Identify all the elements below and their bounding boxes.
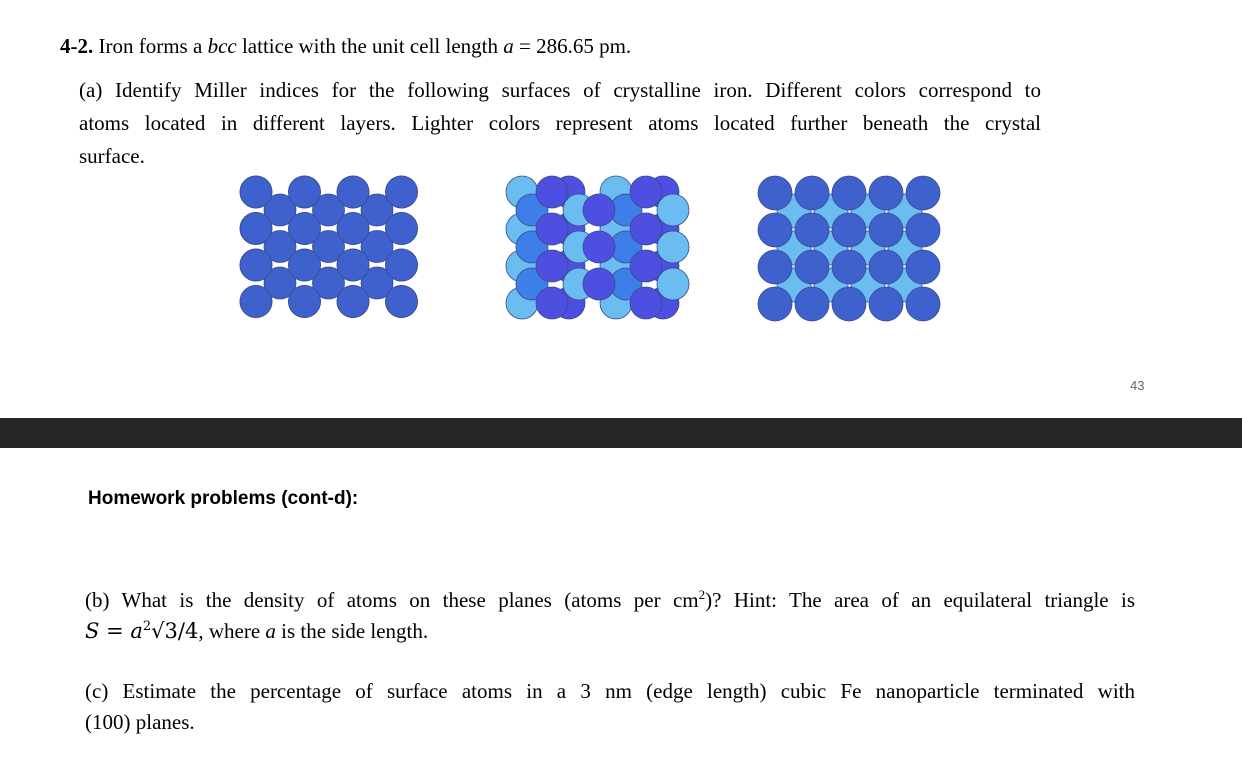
- lattice-atom: [337, 249, 369, 281]
- part-b-text: [85, 585, 1135, 647]
- lattice-atom: [240, 176, 272, 208]
- side-length-var: a: [265, 619, 276, 643]
- lattice-atom: [630, 213, 662, 245]
- part-b-text-b: )? Hint: The area of an equilateral triangle is: [705, 588, 1135, 612]
- lattice-atom: [337, 176, 369, 208]
- lattice-atom: [583, 268, 615, 300]
- lattice-atom: [906, 250, 940, 284]
- problem-statement: [60, 32, 631, 60]
- lattice-atom: [795, 213, 829, 247]
- lattice-atom: [337, 213, 369, 245]
- lattice-atom: [536, 287, 568, 319]
- lattice-atom: [630, 250, 662, 282]
- area-formula: $S = a^2√3/4$: [85, 619, 199, 643]
- lattice-atom: [758, 213, 792, 247]
- lattice-atom: [869, 213, 903, 247]
- lattice-atom: [832, 287, 866, 321]
- lattice-atom: [386, 213, 418, 245]
- part-b-line-2: [85, 616, 1135, 647]
- part-c-line-2: (100) planes.: [85, 710, 195, 734]
- lattice-atom: [657, 194, 689, 226]
- page-lower: [0, 448, 1242, 758]
- lattice-atom: [583, 194, 615, 226]
- part-a-text: [79, 74, 1041, 173]
- lattice-atom: [869, 176, 903, 210]
- lattice-atom: [906, 213, 940, 247]
- lattice-atom: [630, 287, 662, 319]
- lattice-atom: [289, 286, 321, 318]
- lattice-atom: [657, 268, 689, 300]
- formula-rest: √3/4: [151, 619, 199, 643]
- formula-S: S: [85, 619, 100, 643]
- part-a-line-2: atoms located in different layers. Lighter colors represent atoms located further beneath the crystal: [79, 111, 1041, 135]
- part-a-line-3: surface.: [79, 144, 145, 168]
- lattice-atom: [758, 176, 792, 210]
- lattice-surface-2: [502, 172, 688, 324]
- part-b-text-a: (b) What is the density of atoms on these planes (atoms per cm: [85, 588, 699, 612]
- lattice-atom: [536, 213, 568, 245]
- lattice-atom: [289, 176, 321, 208]
- lattice-atom: [758, 250, 792, 284]
- lattice-atom: [337, 286, 369, 318]
- lattice-atom: [832, 250, 866, 284]
- lattice-atom: [240, 213, 272, 245]
- lattice-atom: [240, 286, 272, 318]
- part-b-line-1: [85, 585, 1135, 616]
- lattice-atom: [536, 176, 568, 208]
- lattice-surface-3: [756, 174, 942, 322]
- superscript-2: 2: [698, 587, 706, 602]
- problem-text: Iron forms a: [98, 34, 208, 58]
- lattice-atom: [583, 231, 615, 263]
- lattice-atom: [906, 176, 940, 210]
- part-b-text-d: is the side length.: [275, 619, 429, 643]
- part-c-text: [85, 676, 1135, 738]
- unit-cell-value: = 286.65 pm.: [513, 34, 632, 58]
- lattice-atom: [795, 176, 829, 210]
- lattice-surface-1: [236, 172, 432, 324]
- page-number: 43: [1130, 378, 1145, 393]
- problem-text-middle: lattice with the unit cell length: [236, 34, 504, 58]
- lattice-atom: [758, 287, 792, 321]
- lattice-atom: [832, 213, 866, 247]
- lattice-atom: [386, 249, 418, 281]
- lattice-atom: [869, 250, 903, 284]
- lattice-atom: [240, 249, 272, 281]
- page-divider: [0, 418, 1242, 448]
- problem-number: 4-2.: [60, 34, 94, 58]
- lattice-atom: [630, 176, 662, 208]
- lattice-atom: [657, 231, 689, 263]
- lattice-type: bcc: [207, 34, 237, 58]
- lattice-atom: [795, 250, 829, 284]
- formula-a: a: [130, 619, 143, 643]
- part-b-text-c: , where: [198, 619, 266, 643]
- part-a-line-1: (a) Identify Miller indices for the following surfaces of crystalline iron. Different colors correspond to: [79, 78, 1041, 102]
- lattice-atom: [386, 286, 418, 318]
- lattice-atom: [289, 249, 321, 281]
- lattice-atom: [289, 213, 321, 245]
- formula-equals: =: [99, 619, 131, 643]
- lattice-atom: [832, 176, 866, 210]
- unit-cell-symbol: a: [503, 34, 514, 58]
- lattice-atom: [795, 287, 829, 321]
- part-c-line-1: (c) Estimate the percentage of surface atoms in a 3 nm (edge length) cubic Fe nanoparticle terminated with: [85, 679, 1135, 703]
- lattice-atom: [869, 287, 903, 321]
- lattice-atom: [536, 250, 568, 282]
- lattice-atom: [906, 287, 940, 321]
- lattice-atom: [386, 176, 418, 208]
- section-heading: Homework problems (cont-d):: [88, 488, 359, 509]
